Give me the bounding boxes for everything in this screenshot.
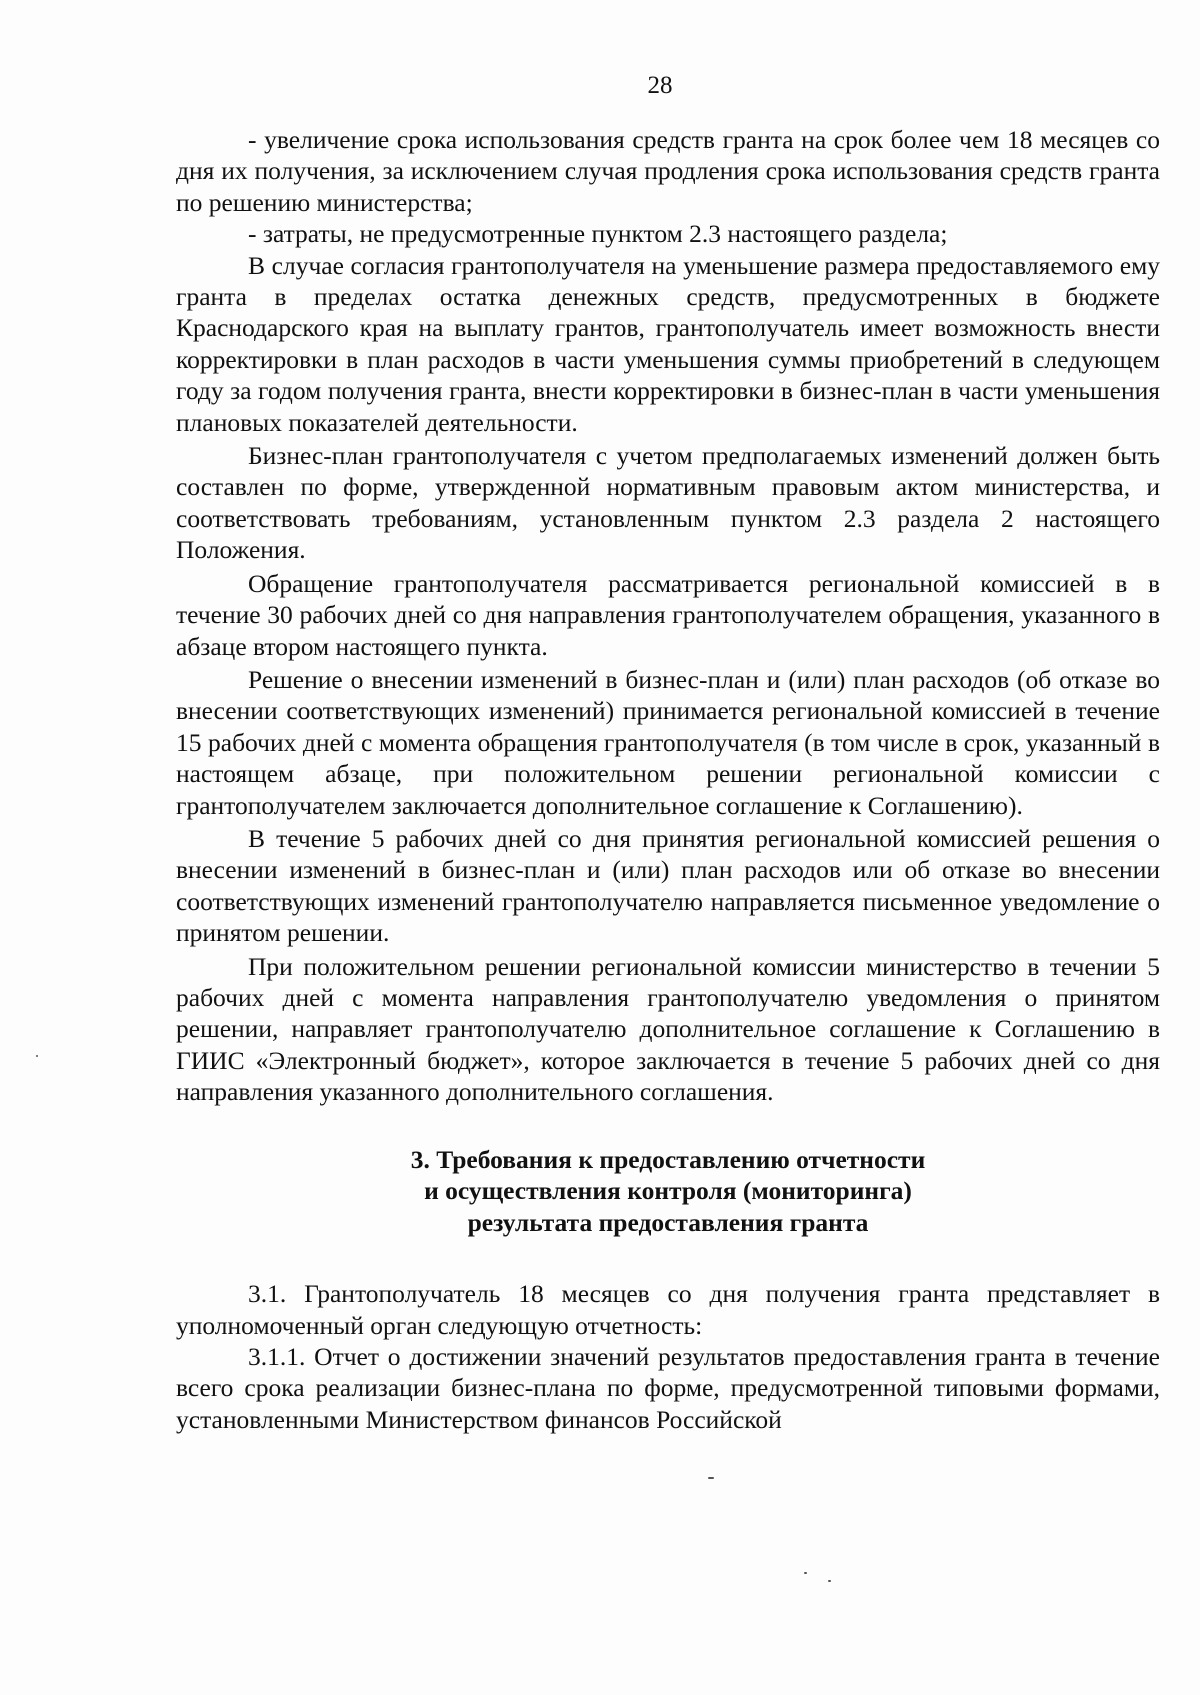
scan-speck [36, 1055, 38, 1057]
document-body [176, 124, 1160, 1435]
paragraph-additional-agreement: При положительном решении региональной комиссии министерство в течении 5 рабочих дней с момента направления грантополучателю уведомления о принятом решении, направляет грантополучателю дополнительное соглашение к Соглашению в ГИИС «Электронный бюджет», которое заключается в течение 5 рабочих дней со дня направления указанного дополнительного соглашения. [176, 951, 1160, 1107]
page-number: 28 [647, 72, 673, 99]
paragraph-list-item-1: - увеличение срока использования средств гранта на срок более чем 18 месяцев со дня их получения, за исключением случая продления срока использования средств гранта по решению министерства; [176, 125, 1160, 217]
scan-speck [804, 1572, 807, 1574]
scan-speck [708, 1477, 714, 1479]
paragraph-list-item-2: - затраты, не предусмотренные пунктом 2.3 настоящего раздела; [248, 219, 948, 249]
paragraph-business-plan: Бизнес-план грантополучателя с учетом предполагаемых изменений должен быть составлен по форме, утвержденной нормативным правовым актом министерства, и соответствовать требованиям, установленным пунктом 2.3 раздела 2 настоящего Положения. [176, 441, 1160, 565]
paragraph-grant-reduction: В случае согласия грантополучателя на уменьшение размера предоставляемого ему гранта в пределах остатка денежных средств, предусмотренных в бюджете Краснодарского края на выплату грантов, грантополучатель имеет возможность внести корректировки в план расходов в части уменьшения суммы приобретений в следующем году за годом получения гранта, внести корректировки в бизнес-план в части уменьшения плановых показателей деятельности. [176, 250, 1160, 437]
section-heading-line-3: результата предоставления гранта [467, 1207, 869, 1237]
scan-speck [828, 1580, 831, 1582]
paragraph-3-1-1: 3.1.1. Отчет о достижении значений результатов предоставления гранта в течение всего срока реализации бизнес-плана по форме, предусмотренной типовыми формами, установленными Министерством финансов Российской [176, 1341, 1160, 1434]
paragraph-appeal-review: Обращение грантополучателя рассматривается региональной комиссией в в течение 30 рабочих дней со дня направления грантополучателем обращения, указанного в абзаце втором настоящего пункта. [176, 568, 1160, 661]
paragraph-3-1: 3.1. Грантополучатель 18 месяцев со дня получения гранта представляет в уполномоченный орган следующую отчетность: [176, 1279, 1160, 1340]
paragraph-notification: В течение 5 рабочих дней со дня принятия региональной комиссией решения о внесении изменений в бизнес-план и (или) план расходов или об отказе во внесении соответствующих изменений грантополучателю направляется письменное уведомление о принятом решении. [176, 823, 1160, 948]
section-heading [176, 1144, 1160, 1239]
paragraph-decision: Решение о внесении изменений в бизнес-план и (или) план расходов (об отказе во внесении соответствующих изменений) принимается региональной комиссией в течение 15 рабочих дней с момента обращения грантополучателя (в том числе в срок, указанный в настоящем абзаце, при положительном решении региональной комиссии с грантополучателем заключается дополнительное соглашение к Соглашению). [176, 664, 1160, 820]
section-heading-line-1: 3. Требования к предоставлению отчетности [410, 1144, 926, 1174]
section-heading-line-2: и осуществления контроля (мониторинга) [424, 1176, 912, 1206]
